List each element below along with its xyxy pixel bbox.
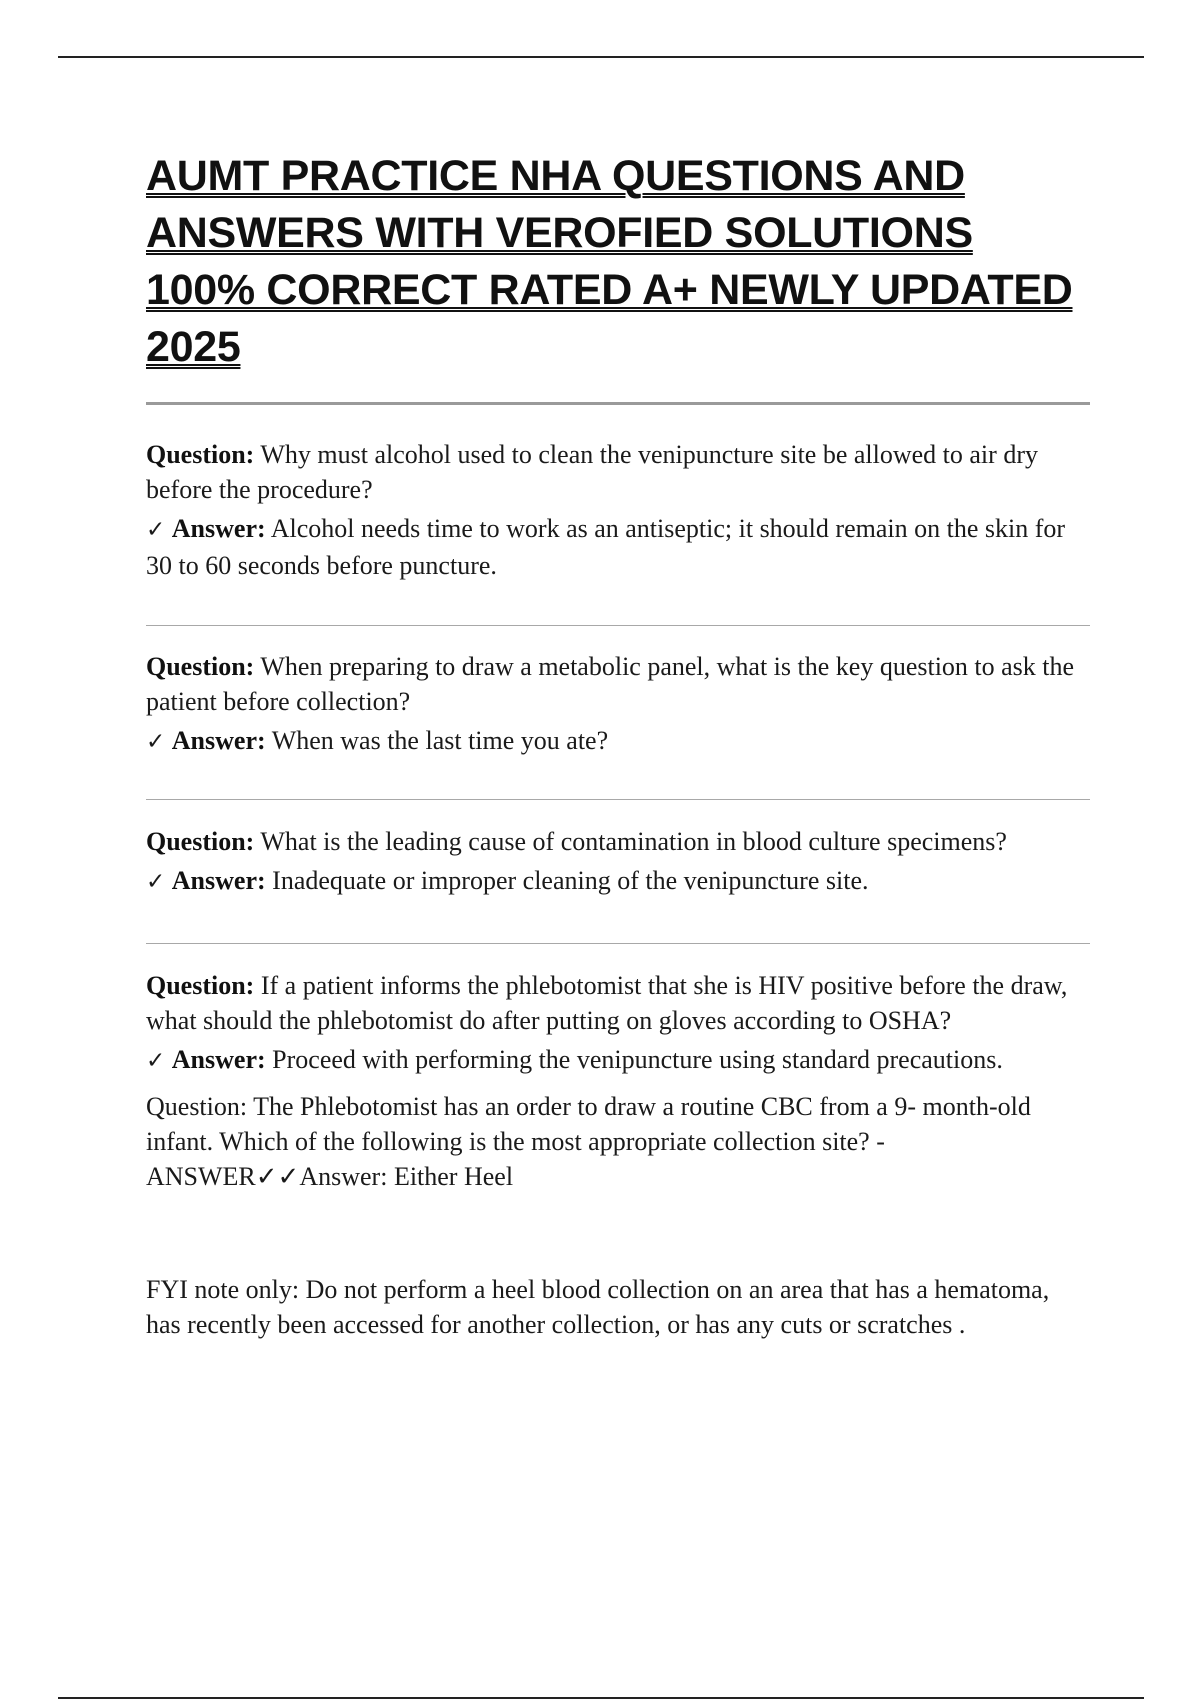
answer-text: Inadequate or improper cleaning of the venipuncture site. [272,866,869,895]
check-icon: ✓ [146,517,166,543]
check-icon: ✓ [146,1048,166,1074]
question-1 [146,437,1090,507]
answer-label: Answer: [171,866,266,895]
answer-3 [146,863,1090,900]
answer-text: Proceed with performing the venipuncture using standard precautions. [272,1045,1003,1074]
answer-label: Answer: [171,1045,266,1074]
answer-2 [146,723,1090,760]
question-text: What is the leading cause of contamination in blood culture specimens? [260,827,1007,856]
page-top-rule [58,56,1144,58]
qa-item-1 [146,413,1090,625]
qa-item-2 [146,626,1090,799]
document-body [146,148,1090,1342]
qa-item-4 [146,944,1090,1079]
answer-text: Alcohol needs time to work as an antiseptic; it should remain on the skin for 30 to 60 seconds before puncture. [146,514,1066,580]
page-bottom-rule [58,1697,1144,1699]
question-text: If a patient informs the phlebotomist that she is HIV positive before the draw, what should the phlebotomist do after putting on gloves according to OSHA? [146,971,1068,1035]
fyi-note: FYI note only: Do not perform a heel blood collection on an area that has a hematoma, has recently been accessed for another collection, or has any cuts or scratches . [146,1275,1050,1339]
question-label: Question: [146,652,255,681]
qa-item-3 [146,800,1090,943]
document-title: AUMT PRACTICE NHA QUESTIONS AND ANSWERS WITH VEROFIED SOLUTIONS 100% CORRECT RATED A+ NEWLY UPDATED 2025 [146,152,1073,371]
answer-1 [146,511,1090,583]
answer-label: Answer: [171,514,266,543]
question-2 [146,649,1090,719]
question-text: Why must alcohol used to clean the venipuncture site be allowed to air dry before the procedure? [146,440,1038,504]
answer-4 [146,1042,1090,1079]
title-divider [146,402,1090,405]
question-label: Question: [146,971,255,1000]
answer-text: When was the last time you ate? [271,726,609,755]
answer-label: Answer: [171,726,266,755]
question-text: When preparing to draw a metabolic panel, what is the key question to ask the patient before collection? [146,652,1075,716]
plain-question-5: Question: The Phlebotomist has an order to draw a routine CBC from a 9- month-old infant. Which of the following is the most appropriate collection site? - ANSWER✓✓Answer: Either Heel [146,1092,1031,1191]
question-3 [146,824,1090,859]
question-label: Question: [146,440,255,469]
check-icon: ✓ [146,869,166,895]
check-icon: ✓ [146,729,166,755]
question-4 [146,968,1090,1038]
question-label: Question: [146,827,255,856]
